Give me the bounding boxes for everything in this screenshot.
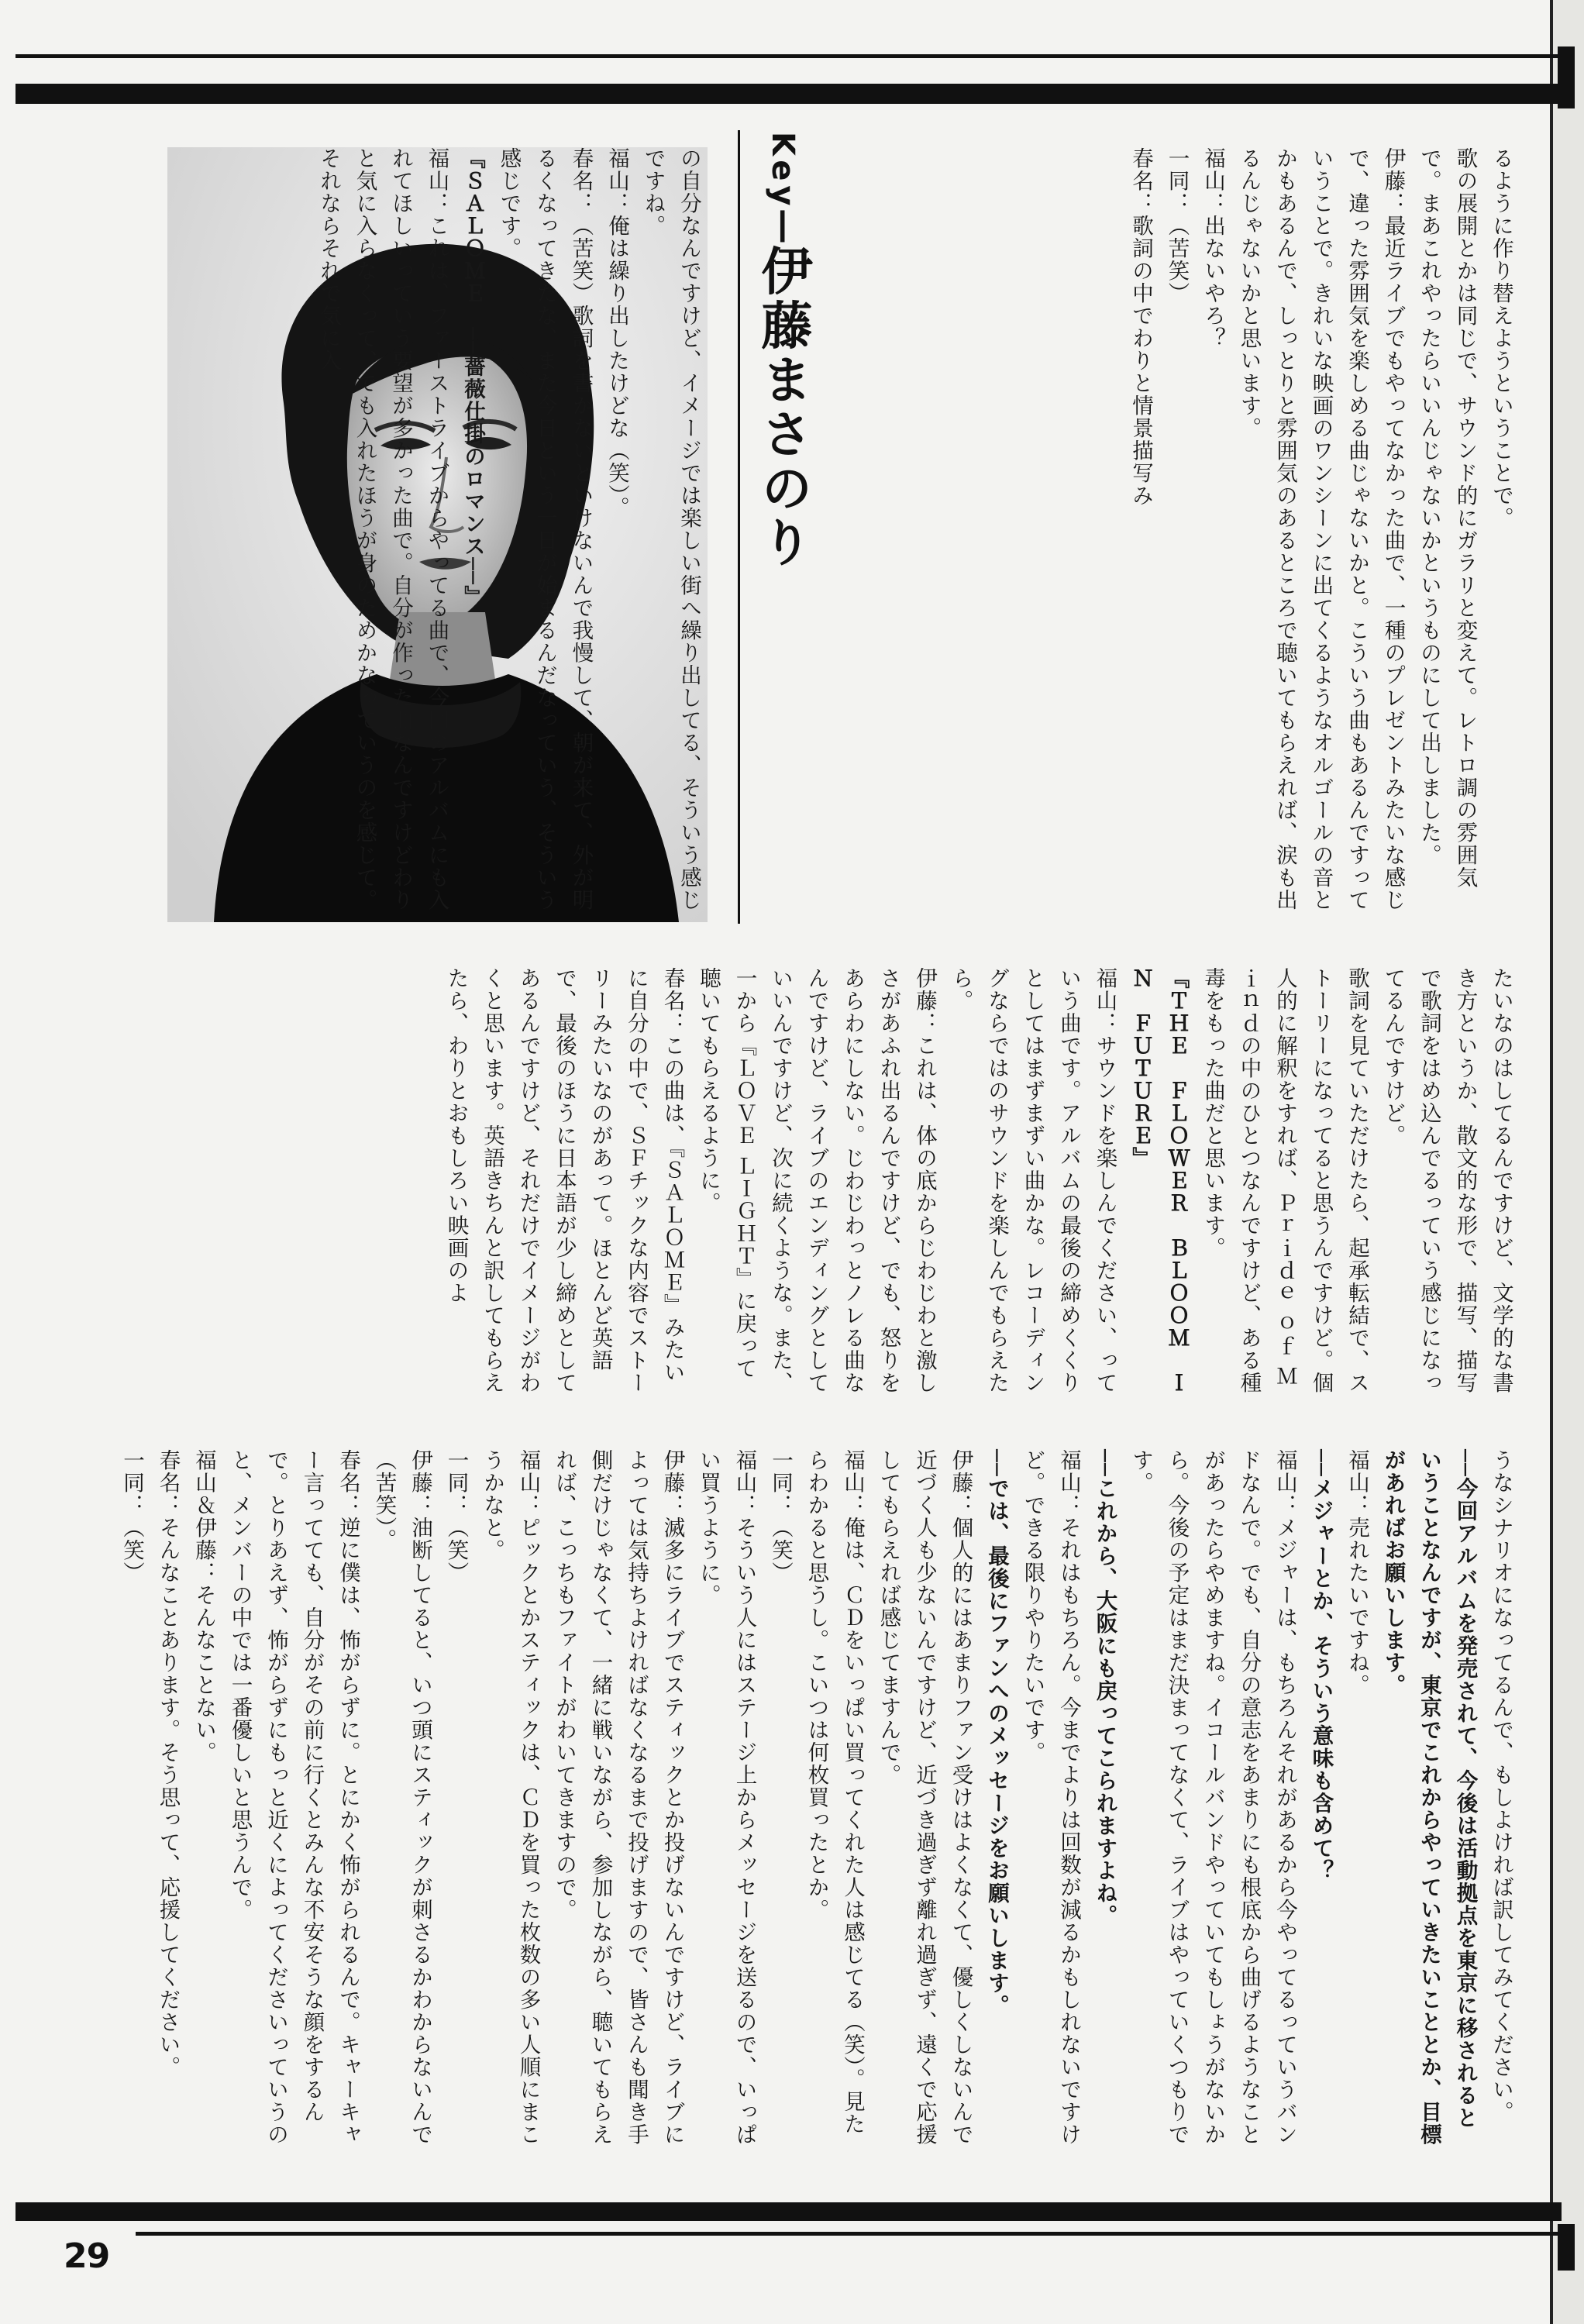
top-rule-thick — [15, 84, 1562, 104]
paragraph: 歌詞を見ていただけたら、起承転結で、ストーリーになってると思うんですけど。個人的に解釈をすれば、Ｐｒｉｄｅ ｏｆ Ｍｉｎｄの中のひとつなんですけど、ある種毒をもった曲だと思います。 — [1200, 967, 1369, 1394]
song-heading: 『ＳＡＬＯＭＥ ──薔薇仕掛のロマンス──』 — [460, 147, 485, 608]
paragraph: 春名：歌詞の中でわりと情景描写み — [1128, 147, 1153, 507]
interview-question: ──今回アルバムを発売されて、今後は活動拠点を東京に移されるということなんですが、東京でこれからやっていきたいこととか、目標があればお願いします。 — [1380, 1449, 1478, 2146]
paragraph: 春名：そんなことあります。そう思って、応援してください。 — [155, 1449, 181, 2078]
paragraph: 伊藤：油断してると、いつ頭にスティックが刺さるかわからないんで（苦笑）。 — [371, 1449, 432, 2146]
caption-dash: ─ — [752, 210, 813, 245]
paragraph: うなシナリオになってるんで、もしよければ訳してみてください。 — [1489, 1449, 1513, 2123]
caption-name: 伊藤まさのり — [752, 244, 813, 570]
caption-rule — [738, 130, 740, 924]
paragraph: るように作り替えようということで。 — [1489, 147, 1513, 529]
paragraph: 福山：メジャーは、もちろんそれがあるから今やってるっていうバンドなんで。でも、自分の意志をあまりにも根底から曲げるようなことがあったらやめますね。イコールバンドやっていてもしょうがないから。今後の予定はまだ決まってなくて、ライブはやっていくつもりです。 — [1128, 1449, 1297, 2146]
paragraph: 一同：（笑） — [119, 1449, 144, 1584]
paragraph: 福山：ピックとかスティックは、ＣＤを買った枚数の多い人順にまこうかなと。 — [480, 1449, 541, 2146]
article-block-top-right — [829, 147, 1519, 931]
paragraph: 歌の展開とかは同じで、サウンド的にガラリと変えて。レトロ調の雰囲気で。まあこれやったらいいんじゃないかというものにして出しました。 — [1417, 147, 1478, 889]
article-block-top-left — [164, 147, 707, 931]
photo-caption — [752, 132, 814, 930]
paragraph: の自分なんですけど、イメージでは楽しい街へ繰り出してる、そういう感じですね。 — [640, 147, 701, 911]
caption-role: Key — [765, 132, 801, 211]
edge-registration-mark — [1558, 2224, 1575, 2271]
paragraph: 一同：（笑） — [443, 1449, 469, 1584]
paragraph: 福山：売れたいですね。 — [1345, 1449, 1369, 1696]
article-block-bottom — [119, 1449, 1519, 2147]
page-number: 29 — [64, 2236, 110, 2276]
interview-question: ──メジャーとか、そういう意味も含めて？ — [1308, 1449, 1334, 1882]
paragraph: 伊藤：これは、体の底からじわじわと激しさがあふれ出るんですけど、でも、怒りをあらわにしない。じわじわっとノレる曲なんですけど、ライブのエンディングとしていいんですけど、次に続くような。また、一から『ＬＯＶＥ ＬＩＧＨＴ』に戻って聴いてもらえるように。 — [696, 967, 937, 1394]
song-heading: 『ＴＨＥ ＦＬＯＷＥＲ ＢＬＯＯＭ ＩＮ ＦＵＴＵＲＥ』 — [1128, 967, 1190, 1394]
top-rule-thin — [15, 54, 1562, 58]
paragraph: 春名：逆に僕は、怖がらずに。とにかく怖がられるんで。キャーキャー言ってても、自分がその前に行くとみんな不安そうな顔をするんで。とりあえず、怖がらずにもっと近くによってくださいっていうのと、メンバーの中では一番優しいと思うんで。 — [227, 1449, 360, 2146]
interview-question: ──これから、大阪にも戻ってこられますよね。 — [1092, 1449, 1117, 1927]
paragraph: 一同：（苦笑） — [1164, 147, 1190, 305]
bottom-rule-thin — [136, 2232, 1562, 2236]
paragraph: 福山：これは、ファーストライブからやってる曲で、今回のアルバムにも入れてほしいっていう要望が多かった曲で。自分が作った曲なんですけどわりと気に入らなくって、でも入れたほうが身のためかなっていうのを感じて。それならそれで気に入 — [316, 147, 449, 911]
paragraph: 春名：（苦笑）歌詞を書かないといけないんで我慢して、朝が来て、外が明るくなってきたな、また今日という一日が始まるんだなっていう、そういう感じです。 — [496, 147, 594, 911]
article-block-middle — [164, 967, 1519, 1401]
paragraph: 伊藤：滅多にライブでスティックとか投げないんですけど、ライブによっては気持ちよければなくなるまで投げますので、皆さんも聞き手側だけじゃなくて、一緒に戦いながら、参加しながら、聴いてもらえれば、こっちもファイトがわいてきますので。 — [552, 1449, 685, 2146]
paragraph: 伊藤：最近ライブでもやってなかった曲で、一種のプレゼントみたいな感じで、違った雰囲気を楽しめる曲じゃないかと。こういう曲もあるんですっていうことで。きれいな映画のワンシーンに出てくるようなオルゴールの音とかもあるんで、しっとりと雰囲気のあるところで聴いてもらえれば、涙も出るんじゃないかと思います。 — [1236, 147, 1406, 911]
paragraph: 伊藤：個人的にはあまりファン受けはよくなくて、優しくしないんで近づく人も少ないんですけど、近づき過ぎず離れ過ぎず、遠くで応援してもらえれば感じてますんで。 — [876, 1449, 973, 2146]
interview-question: ──では、最後にファンへのメッセージをお願いします。 — [984, 1449, 1009, 2017]
paragraph: 福山＆伊藤：そんなことない。 — [191, 1449, 216, 1764]
page-edge-strip — [1550, 0, 1584, 2324]
paragraph: 福山：そういう人にはステージ上からメッセージを送るので、いっぱい買うように。 — [696, 1449, 757, 2146]
paragraph: 福山：サウンドを楽しんでください、っていう曲です。アルバムの最後の締めくくりとしてはまずまずい曲かな。レコーディングならではのサウンドを楽しんでもらえたら。 — [948, 967, 1117, 1394]
paragraph: 福山：それはもちろん。今までよりは回数が減るかもしれないですけど。できる限りやりたいです。 — [1020, 1449, 1081, 2146]
paragraph: 春名：この曲は、『ＳＡＬＯＭＥ』みたいに自分の中で、ＳＦチックな内容でストーリーみたいなのがあって。ほとんど英語で、最後のほうに日本語が少し締めとしてあるんですけど、それだけでイメージがわくと思います。英語きちんと訳してもらえたら、わりとおもしろい映画のよ — [443, 967, 685, 1394]
bottom-rule-thick — [15, 2202, 1562, 2221]
paragraph: 福山：俺は繰り出したけどな（笑）。 — [604, 147, 629, 519]
paragraph: 福山：俺は、ＣＤをいっぱい買ってくれた人は感じてる（笑）。見たらわかると思うし。こいつは何枚買ったとか。 — [804, 1449, 865, 2136]
paragraph: 一同：（笑） — [768, 1449, 793, 1584]
paragraph: 福山：出ないやろ？ — [1200, 147, 1225, 349]
paragraph: たいなのはしてるんですけど、文学的な書き方というか、散文的な形で、描写、描写で歌詞をはめ込んでるっていう感じになってるんですけど。 — [1380, 967, 1513, 1394]
